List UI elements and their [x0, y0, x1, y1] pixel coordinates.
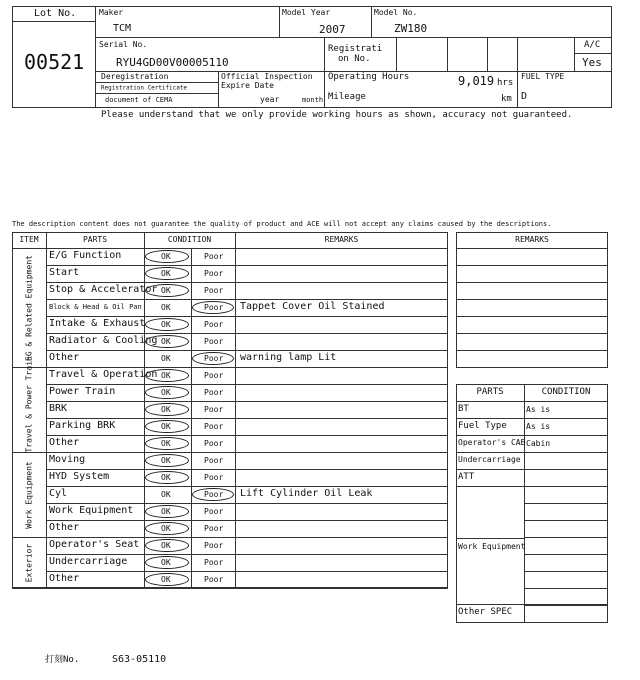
poor-option: Poor — [204, 422, 224, 431]
ok-selected-mark — [145, 556, 189, 569]
poor-option: Poor — [204, 524, 224, 533]
ok-selected-mark — [145, 403, 189, 416]
part-label: Stop & Accelerator — [49, 284, 158, 295]
right-condition-value: Cabin — [526, 439, 551, 448]
part-label: BRK — [49, 403, 68, 414]
ok-selected-mark — [145, 369, 189, 382]
maker-value: TCM — [113, 23, 132, 34]
model-no-label: Model No. — [374, 8, 418, 17]
part-label: Block & Head & Oil Pan — [49, 303, 142, 311]
remark-text: Lift Cylinder Oil Leak — [240, 488, 373, 499]
ok-option: OK — [161, 286, 171, 295]
ok-option: OK — [161, 354, 171, 363]
lot-no-label: Lot No. — [34, 8, 77, 19]
right-condition-value: As is — [526, 405, 551, 414]
official-inspection-label-1: Official Inspection — [221, 72, 313, 81]
poor-selected-mark — [192, 352, 234, 365]
part-label: Power Train — [49, 386, 116, 397]
part-label: Radiator & Cooling — [49, 335, 158, 346]
fuel-type-value: D — [521, 91, 528, 102]
poor-option: Poor — [204, 388, 224, 397]
part-label: Work Equipment — [49, 505, 134, 516]
col-remarks: REMARKS — [324, 235, 359, 244]
right-col-parts: PARTS — [476, 387, 504, 397]
right-col-condition: CONDITION — [541, 387, 591, 397]
part-label: Travel & Operation — [49, 369, 158, 380]
poor-option: Poor — [204, 439, 224, 448]
item-group-label: Exterior — [24, 543, 33, 582]
official-inspection-label-2: Expire Date — [221, 81, 274, 90]
poor-selected-mark — [192, 301, 234, 314]
col-parts: PARTS — [82, 235, 108, 244]
poor-option: Poor — [204, 507, 224, 516]
ok-selected-mark — [145, 335, 189, 348]
model-year-value: 2007 — [319, 23, 346, 36]
ok-option: OK — [161, 456, 171, 465]
ok-option: OK — [161, 541, 171, 550]
part-label: Parking BRK — [49, 420, 116, 431]
ok-option: OK — [161, 252, 171, 261]
part-label: Intake & Exhaust — [49, 318, 146, 329]
remark-text: Tappet Cover Oil Stained — [240, 301, 385, 312]
ok-option: OK — [161, 388, 171, 397]
ok-selected-mark — [145, 284, 189, 297]
km-unit: km — [501, 94, 512, 104]
ok-selected-mark — [145, 318, 189, 331]
part-label: Moving — [49, 454, 86, 465]
ok-option: OK — [161, 558, 171, 567]
operating-hours-label: Operating Hours — [328, 72, 410, 82]
part-label: Other — [49, 573, 80, 584]
part-label: Other — [49, 437, 80, 448]
stamp-label: 打刻No. — [45, 655, 80, 665]
part-label: Operator's Seat — [49, 539, 140, 550]
registration-no-label-1: Registrati — [328, 44, 383, 54]
ok-selected-mark — [145, 250, 189, 263]
ok-selected-mark — [145, 420, 189, 433]
part-label: E/G Function — [49, 250, 122, 261]
item-group-label: Work Equipment — [24, 460, 33, 529]
model-no-value: ZW180 — [394, 22, 428, 35]
poor-option: Poor — [204, 320, 224, 329]
registration-certificate-label: Registration Certificate — [101, 84, 187, 91]
poor-option: Poor — [204, 269, 224, 278]
poor-option: Poor — [204, 252, 224, 261]
ok-selected-mark — [145, 522, 189, 535]
ac-label: A/C — [584, 40, 601, 50]
part-label: HYD System — [49, 471, 110, 482]
item-group-label: Travel & Power Train — [24, 355, 33, 452]
ok-option: OK — [161, 524, 171, 533]
ok-option: OK — [161, 422, 171, 431]
ok-selected-mark — [145, 505, 189, 518]
poor-option: Poor — [204, 558, 224, 567]
poor-option: Poor — [204, 371, 224, 380]
right-part-label: Operator's CAB — [458, 438, 526, 447]
part-label: Cyl — [49, 488, 68, 499]
poor-option: Poor — [204, 286, 224, 295]
col-condition: CONDITION — [167, 235, 212, 244]
deregistration-label: Deregistration — [101, 72, 169, 81]
part-label: Undercarriage — [49, 556, 128, 567]
poor-option: Poor — [204, 337, 224, 346]
registration-no-label-2: on No. — [338, 54, 371, 64]
work-equipment-label: Work Equipment — [458, 542, 526, 551]
col-item: ITEM — [19, 235, 39, 244]
serial-no-label: Serial No. — [99, 40, 148, 49]
ok-option: OK — [161, 269, 171, 278]
hrs-unit: hrs — [497, 78, 514, 88]
poor-option: Poor — [204, 575, 224, 584]
ok-option: OK — [161, 303, 171, 312]
right-remarks-label: REMARKS — [515, 235, 549, 244]
mileage-label: Mileage — [328, 92, 366, 102]
disclaimer: The description content does not guarantee the quality of product and ACE will not accept any claims caused by the descriptions. — [12, 220, 552, 228]
right-part-label: BT — [458, 404, 469, 414]
fuel-type-label: FUEL TYPE — [521, 72, 565, 81]
model-year-label: Model Year — [282, 8, 331, 17]
poor-option: Poor — [204, 405, 224, 414]
operating-hours-value: 9,019 — [458, 74, 495, 88]
lot-no-value: 00521 — [24, 50, 85, 74]
remark-text: warning lamp Lit — [240, 352, 337, 363]
ac-value: Yes — [582, 56, 602, 69]
ok-option: OK — [161, 320, 171, 329]
ok-selected-mark — [145, 267, 189, 280]
poor-option: Poor — [204, 541, 224, 550]
poor-option: Poor — [204, 303, 224, 312]
ok-option: OK — [161, 439, 171, 448]
item-group-label: EG & Related Equipment — [24, 254, 33, 361]
right-part-label: Undercarriage — [458, 455, 521, 464]
ok-selected-mark — [145, 471, 189, 484]
ok-selected-mark — [145, 386, 189, 399]
hours-notice: Please understand that we only provide working hours as shown, accuracy not guaranteed. — [101, 110, 573, 120]
ok-option: OK — [161, 473, 171, 482]
ok-option: OK — [161, 507, 171, 516]
year-label: year — [260, 95, 280, 104]
right-remarks-box — [456, 232, 608, 368]
poor-option: Poor — [204, 473, 224, 482]
ok-selected-mark — [145, 437, 189, 450]
cema-label: document of CEMA — [105, 96, 173, 104]
right-part-label: ATT — [458, 472, 475, 482]
other-spec-label: Other SPEC — [458, 607, 513, 617]
right-part-label: Fuel Type — [458, 421, 507, 431]
part-label: Other — [49, 352, 80, 363]
ok-option: OK — [161, 490, 171, 499]
poor-option: Poor — [204, 456, 224, 465]
stamp-value: S63-05110 — [112, 654, 167, 665]
ok-option: OK — [161, 337, 171, 346]
right-condition-value: As is — [526, 422, 551, 431]
ok-option: OK — [161, 405, 171, 414]
part-label: Start — [49, 267, 80, 278]
month-label: month — [302, 96, 324, 104]
ok-selected-mark — [145, 454, 189, 467]
poor-option: Poor — [204, 490, 224, 499]
ok-selected-mark — [145, 573, 189, 586]
part-label: Other — [49, 522, 80, 533]
serial-no-value: RYU4GD00V00005110 — [116, 56, 229, 69]
poor-selected-mark — [192, 488, 234, 501]
ok-option: OK — [161, 371, 171, 380]
maker-label: Maker — [99, 8, 124, 17]
ok-selected-mark — [145, 539, 189, 552]
ok-option: OK — [161, 575, 171, 584]
poor-option: Poor — [204, 354, 224, 363]
